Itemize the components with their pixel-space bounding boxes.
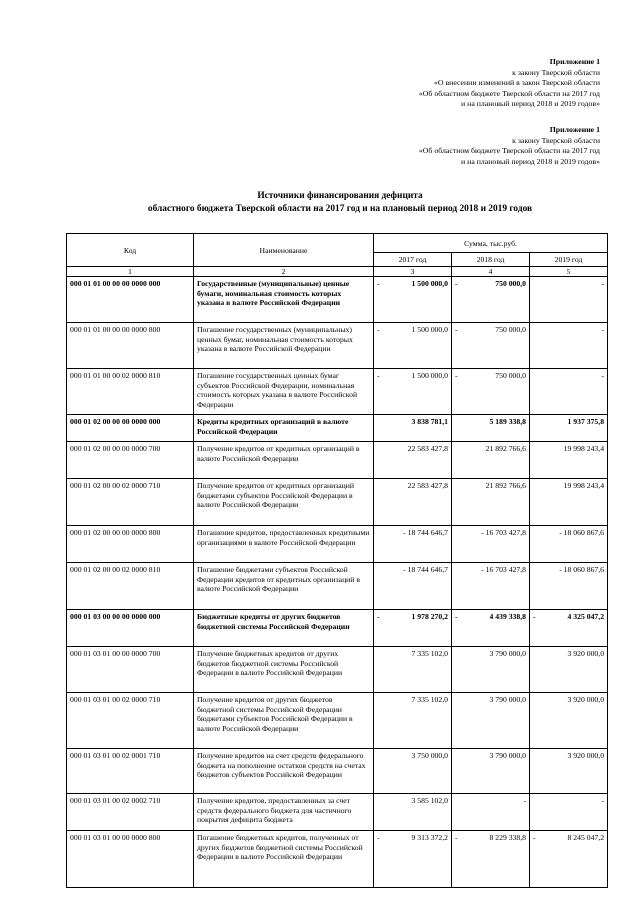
row-value-2019 bbox=[530, 526, 608, 563]
row-name: Бюджетные кредиты от других бюджетов бюджетной системы Российской Федерации bbox=[194, 610, 374, 647]
row-name: Получение кредитов от кредитных организаций в валюте Российской Федерации bbox=[194, 442, 374, 479]
title-line-2: областного бюджета Тверской области на 2017 год и на плановый период 2018 и 2019 годов bbox=[147, 204, 533, 214]
row-code: 000 01 02 00 00 00 0000 700 bbox=[67, 442, 194, 479]
row-value-2018 bbox=[452, 369, 530, 415]
row-value-2018 bbox=[452, 563, 530, 610]
appendix-line: «О внесении изменений в закон Тверской области bbox=[434, 78, 600, 88]
row-value-2019 bbox=[530, 610, 608, 647]
amount-value: - 16 703 427,8 bbox=[481, 565, 526, 574]
amount-value: 19 998 243,4 bbox=[563, 444, 605, 453]
appendix-line: к закону Тверской области bbox=[512, 67, 600, 77]
amount-value: 3 920 000,0 bbox=[567, 751, 605, 760]
table-row bbox=[67, 831, 608, 888]
row-value-2017 bbox=[374, 749, 452, 794]
row-name: Получение кредитов на счет средств федерального бюджета на пополнение остатков средств на счетах бюджетов субъектов Российской Федерации bbox=[194, 749, 374, 794]
appendix-line: и на плановый период 2018 и 2019 годов» bbox=[461, 156, 600, 166]
financing-sources-table bbox=[66, 233, 608, 888]
table-row bbox=[67, 479, 608, 526]
column-index: 2 bbox=[194, 267, 374, 277]
row-value-2019 bbox=[530, 369, 608, 415]
appendix-line: «Об областном бюджете Тверской области на 2017 год bbox=[418, 146, 600, 156]
row-value-2017 bbox=[374, 442, 452, 479]
amount-value: 7 335 102,0 bbox=[411, 695, 448, 704]
table-row bbox=[67, 610, 608, 647]
column-index: 5 bbox=[530, 267, 608, 277]
row-name: Погашение бюджетных кредитов, полученных от других бюджетов бюджетной системы Российской Федерации в валюте Российской Федерации bbox=[194, 831, 374, 888]
amount-value: 22 583 427,8 bbox=[407, 481, 448, 490]
row-name: Погашение кредитов, предоставленных кредитными организациями в валюте Российской Федерации bbox=[194, 526, 374, 563]
amount-value: 3 585 102,0 bbox=[411, 796, 448, 805]
row-value-2018 bbox=[452, 794, 530, 831]
row-value-2017 bbox=[374, 693, 452, 749]
table-row bbox=[67, 415, 608, 442]
row-value-2018 bbox=[452, 277, 530, 323]
row-value-2019 bbox=[530, 794, 608, 831]
row-name: Получение кредитов от кредитных организаций бюджетами субъектов Российской Федерации в валюте Российской Федерации bbox=[194, 479, 374, 526]
row-value-2019 bbox=[530, 749, 608, 794]
amount-value: - 18 060 867,6 bbox=[559, 565, 605, 574]
document-title bbox=[60, 190, 620, 216]
amount-value: 1 978 270,2 bbox=[411, 612, 448, 621]
header-year-2018: 2018 год bbox=[452, 253, 530, 267]
table-row bbox=[67, 526, 608, 563]
row-value-2017 bbox=[374, 610, 452, 647]
row-code: 000 01 02 00 00 00 0000 000 bbox=[67, 415, 194, 442]
header-code: Код bbox=[67, 234, 194, 267]
row-value-2018 bbox=[452, 610, 530, 647]
amount-value: - 16 703 427,8 bbox=[481, 528, 526, 537]
row-value-2017 bbox=[374, 794, 452, 831]
minus-sign: - bbox=[533, 833, 536, 842]
row-value-2019 bbox=[530, 563, 608, 610]
row-value-2019 bbox=[530, 323, 608, 369]
table-row bbox=[67, 749, 608, 794]
row-value-2018 bbox=[452, 442, 530, 479]
row-name: Государственные (муниципальные) ценные бумаги, номинальная стоимость которых указана в валюте Российской Федерации bbox=[194, 277, 374, 323]
amount-value: 9 313 372,2 bbox=[411, 833, 448, 842]
appendix-header-new bbox=[419, 57, 600, 110]
table-row bbox=[67, 323, 608, 369]
amount-value: - bbox=[601, 796, 605, 805]
appendix-header-original bbox=[419, 125, 600, 167]
row-code: 000 01 01 00 00 00 0000 000 bbox=[67, 277, 194, 323]
row-code: 000 01 02 00 00 02 0000 810 bbox=[67, 563, 194, 610]
amount-value: 3 790 000,0 bbox=[489, 695, 526, 704]
row-value-2019 bbox=[530, 647, 608, 693]
table-row bbox=[67, 442, 608, 479]
table-row bbox=[67, 693, 608, 749]
table-row bbox=[67, 647, 608, 693]
amount-value: 3 790 000,0 bbox=[489, 751, 526, 760]
amount-value: 4 325 047,2 bbox=[567, 612, 605, 621]
header-sum: Сумма, тыс.руб. bbox=[374, 234, 608, 253]
column-index: 1 bbox=[67, 267, 194, 277]
minus-sign: - bbox=[377, 371, 380, 380]
appendix-title: Приложение 1 bbox=[549, 125, 600, 134]
row-value-2018 bbox=[452, 647, 530, 693]
amount-value: 4 439 338,8 bbox=[489, 612, 526, 621]
row-code: 000 01 03 01 00 02 0001 710 bbox=[67, 749, 194, 794]
table-row bbox=[67, 794, 608, 831]
minus-sign: - bbox=[455, 612, 458, 621]
row-name: Погашение государственных (муниципальных) ценных бумаг, номинальная стоимость которых указана в валюте Российской Федерации bbox=[194, 323, 374, 369]
amount-value: 1 937 375,8 bbox=[567, 417, 605, 426]
header-name: Наименование bbox=[194, 234, 374, 267]
minus-sign: - bbox=[533, 612, 536, 621]
header-year-2019: 2019 год bbox=[530, 253, 608, 267]
row-code: 000 01 01 00 00 00 0000 800 bbox=[67, 323, 194, 369]
row-value-2019 bbox=[530, 415, 608, 442]
row-code: 000 01 02 00 00 00 0000 800 bbox=[67, 526, 194, 563]
minus-sign: - bbox=[455, 279, 458, 288]
amount-value: 750 000,0 bbox=[495, 325, 526, 334]
row-value-2017 bbox=[374, 563, 452, 610]
appendix-title: Приложение 1 bbox=[549, 57, 600, 66]
title-line-1: Источники финансирования дефицита bbox=[257, 191, 423, 201]
table-header-row bbox=[67, 234, 608, 253]
row-code: 000 01 03 01 00 00 0000 700 bbox=[67, 647, 194, 693]
row-value-2017 bbox=[374, 479, 452, 526]
minus-sign: - bbox=[455, 371, 458, 380]
column-index: 4 bbox=[452, 267, 530, 277]
row-value-2017 bbox=[374, 526, 452, 563]
amount-value: 22 583 427,8 bbox=[407, 444, 448, 453]
amount-value: 1 500 000,0 bbox=[411, 371, 448, 380]
amount-value: 5 189 338,8 bbox=[489, 417, 526, 426]
amount-value: 3 920 000,0 bbox=[567, 649, 605, 658]
amount-value: 3 790 000,0 bbox=[489, 649, 526, 658]
row-value-2018 bbox=[452, 831, 530, 888]
row-code: 000 01 03 01 00 00 0000 800 bbox=[67, 831, 194, 888]
minus-sign: - bbox=[377, 612, 380, 621]
row-value-2018 bbox=[452, 693, 530, 749]
header-year-2017: 2017 год bbox=[374, 253, 452, 267]
row-value-2018 bbox=[452, 479, 530, 526]
row-value-2019 bbox=[530, 831, 608, 888]
column-index: 3 bbox=[374, 267, 452, 277]
amount-value: 3 838 781,1 bbox=[411, 417, 448, 426]
row-code: 000 01 03 01 00 02 0000 710 bbox=[67, 693, 194, 749]
table-row bbox=[67, 563, 608, 610]
amount-value: - bbox=[601, 325, 605, 334]
row-name: Получение кредитов от других бюджетов бюджетной системы Российской Федерации бюджетами субъектов Российской Федерации в валюте Российской Федерации bbox=[194, 693, 374, 749]
row-code: 000 01 01 00 00 02 0000 810 bbox=[67, 369, 194, 415]
amount-value: 3 750 000,0 bbox=[411, 751, 448, 760]
amount-value: - bbox=[523, 796, 526, 805]
minus-sign: - bbox=[377, 325, 380, 334]
amount-value: 3 920 000,0 bbox=[567, 695, 605, 704]
amount-value: - 18 060 867,6 bbox=[559, 528, 605, 537]
table-body bbox=[67, 277, 608, 888]
amount-value: 1 500 000,0 bbox=[411, 279, 448, 288]
row-value-2018 bbox=[452, 526, 530, 563]
appendix-line: и на плановый период 2018 и 2019 годов» bbox=[461, 99, 600, 109]
row-value-2017 bbox=[374, 369, 452, 415]
amount-value: 1 500 000,0 bbox=[411, 325, 448, 334]
row-value-2018 bbox=[452, 323, 530, 369]
minus-sign: - bbox=[455, 325, 458, 334]
row-value-2019 bbox=[530, 479, 608, 526]
row-name: Получение кредитов, предоставленных за счет средств федерального бюджета для частичного покрытия дефицита бюджета bbox=[194, 794, 374, 831]
row-value-2018 bbox=[452, 749, 530, 794]
amount-value: 750 000,0 bbox=[495, 371, 526, 380]
row-value-2017 bbox=[374, 831, 452, 888]
amount-value: 21 892 766,6 bbox=[485, 444, 526, 453]
appendix-line: к закону Тверской области bbox=[512, 135, 600, 145]
row-name: Погашение государственных ценных бумаг субъектов Российской Федерации, номинальная стоимость которых указана в валюте Российской Федерации bbox=[194, 369, 374, 415]
row-value-2017 bbox=[374, 323, 452, 369]
amount-value: - 18 744 646,7 bbox=[403, 565, 448, 574]
amount-value: - bbox=[601, 279, 605, 288]
row-name: Получение бюджетных кредитов от других бюджетов бюджетной системы Российской Федерации в валюте Российской Федерации bbox=[194, 647, 374, 693]
row-code: 000 01 03 01 00 02 0002 710 bbox=[67, 794, 194, 831]
minus-sign: - bbox=[377, 833, 380, 842]
amount-value: 19 998 243,4 bbox=[563, 481, 605, 490]
amount-value: 750 000,0 bbox=[495, 279, 526, 288]
row-value-2018 bbox=[452, 415, 530, 442]
row-code: 000 01 02 00 00 02 0000 710 bbox=[67, 479, 194, 526]
amount-value: - bbox=[601, 371, 605, 380]
column-index-row bbox=[67, 267, 608, 277]
amount-value: - 18 744 646,7 bbox=[403, 528, 448, 537]
minus-sign: - bbox=[455, 833, 458, 842]
row-value-2019 bbox=[530, 442, 608, 479]
amount-value: 8 245 047,2 bbox=[567, 833, 605, 842]
appendix-line: «Об областном бюджете Тверской области на 2017 год bbox=[418, 88, 600, 98]
table-row bbox=[67, 277, 608, 323]
amount-value: 21 892 766,6 bbox=[485, 481, 526, 490]
row-code: 000 01 03 00 00 00 0000 000 bbox=[67, 610, 194, 647]
amount-value: 8 229 338,8 bbox=[489, 833, 526, 842]
table-row bbox=[67, 369, 608, 415]
row-name: Кредиты кредитных организаций в валюте Российской Федерации bbox=[194, 415, 374, 442]
row-value-2017 bbox=[374, 647, 452, 693]
minus-sign: - bbox=[377, 279, 380, 288]
row-value-2019 bbox=[530, 277, 608, 323]
row-name: Погашение бюджетами субъектов Российской Федерации кредитов от кредитных организаций в валюте Российской Федерации bbox=[194, 563, 374, 610]
row-value-2017 bbox=[374, 277, 452, 323]
row-value-2019 bbox=[530, 693, 608, 749]
row-value-2017 bbox=[374, 415, 452, 442]
amount-value: 7 335 102,0 bbox=[411, 649, 448, 658]
